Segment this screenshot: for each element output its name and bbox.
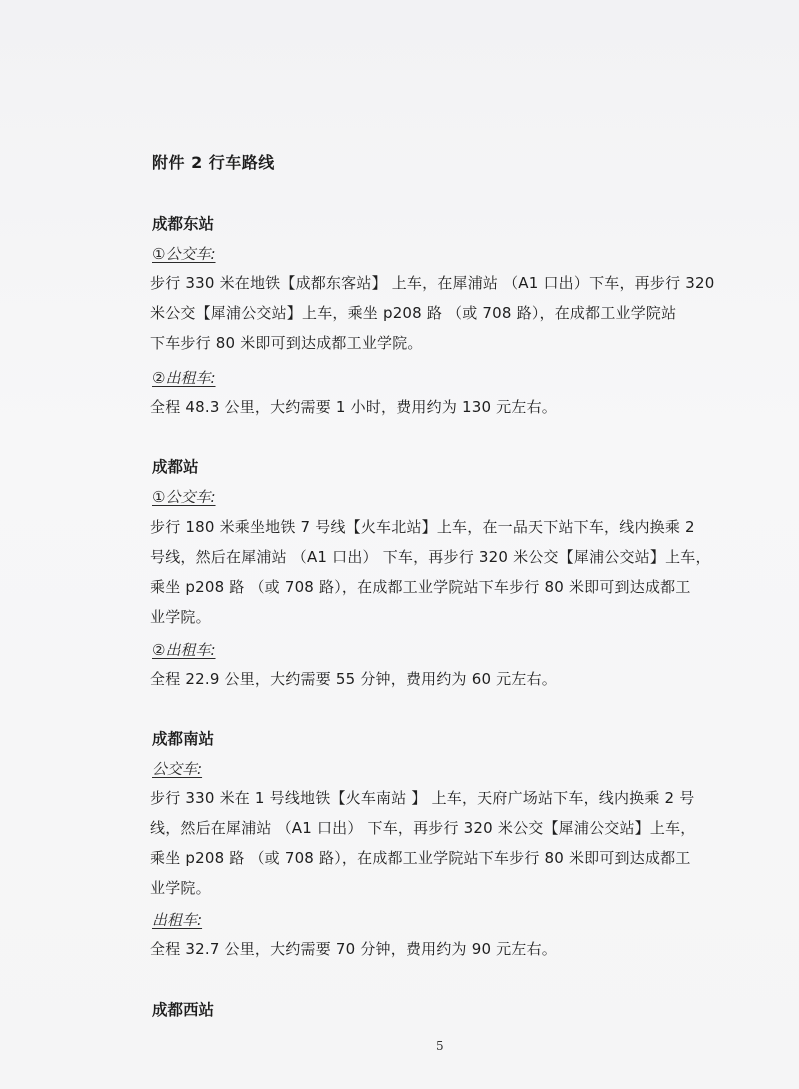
text-line: 全程 22.9 公里，大约需要 55 分钟，费用约为 60 元左右。	[150, 670, 557, 688]
section-heading-chengdu-south: 成都南站	[152, 730, 215, 748]
bus-directions	[150, 268, 715, 358]
bus-directions	[150, 512, 710, 632]
text-line: 全程 48.3 公里，大约需要 1 小时，费用约为 130 元左右。	[150, 398, 557, 416]
bus-label: 公交车:	[152, 760, 203, 778]
text-line: 乘坐 p208 路 （或 708 路），在成都工业学院站下车步行 80 米即可到达成都工	[150, 849, 691, 867]
bus-label: ①公交车:	[152, 488, 216, 506]
text-line: 米公交【犀浦公交站】上车，乘坐 p208 路 （或 708 路），在成都工业学院站	[150, 304, 677, 322]
section-heading-chengdu: 成都站	[152, 458, 199, 476]
text-line: 步行 180 米乘坐地铁 7 号线【火车北站】上车，在一品天下站下车，线内换乘 2	[150, 518, 695, 536]
document-title: 附件 2 行车路线	[152, 153, 275, 172]
taxi-label: 出租车:	[152, 911, 203, 929]
taxi-label: ②出租车:	[152, 641, 216, 659]
taxi-directions	[150, 392, 710, 422]
text-line: 下车步行 80 米即可到达成都工业学院。	[150, 334, 423, 352]
bus-directions	[150, 783, 710, 903]
text-line: 业学院。	[150, 879, 211, 897]
text-line: 全程 32.7 公里，大约需要 70 分钟，费用约为 90 元左右。	[150, 940, 557, 958]
text-line: 乘坐 p208 路 （或 708 路），在成都工业学院站下车步行 80 米即可到达成都工	[150, 578, 691, 596]
text-line: 业学院。	[150, 608, 211, 626]
text-line: 步行 330 米在 1 号线地铁【火车南站 】 上车，天府广场站下车，线内换乘 2 号	[150, 789, 695, 807]
bus-label: ①公交车:	[152, 245, 216, 263]
section-heading-chengdu-east: 成都东站	[152, 215, 215, 233]
taxi-label: ②出租车:	[152, 369, 216, 387]
page-number: 5	[436, 1039, 444, 1053]
text-line: 号线，然后在犀浦站 （A1 口出） 下车，再步行 320 米公交【犀浦公交站】上车，	[150, 548, 711, 566]
text-line: 步行 330 米在地铁【成都东客站】 上车，在犀浦站 （A1 口出）下车，再步行 320	[150, 274, 715, 292]
taxi-directions	[150, 664, 710, 694]
taxi-directions	[150, 934, 710, 964]
section-heading-chengdu-west: 成都西站	[152, 1001, 215, 1019]
text-line: 线，然后在犀浦站 （A1 口出） 下车，再步行 320 米公交【犀浦公交站】上车，	[150, 819, 696, 837]
